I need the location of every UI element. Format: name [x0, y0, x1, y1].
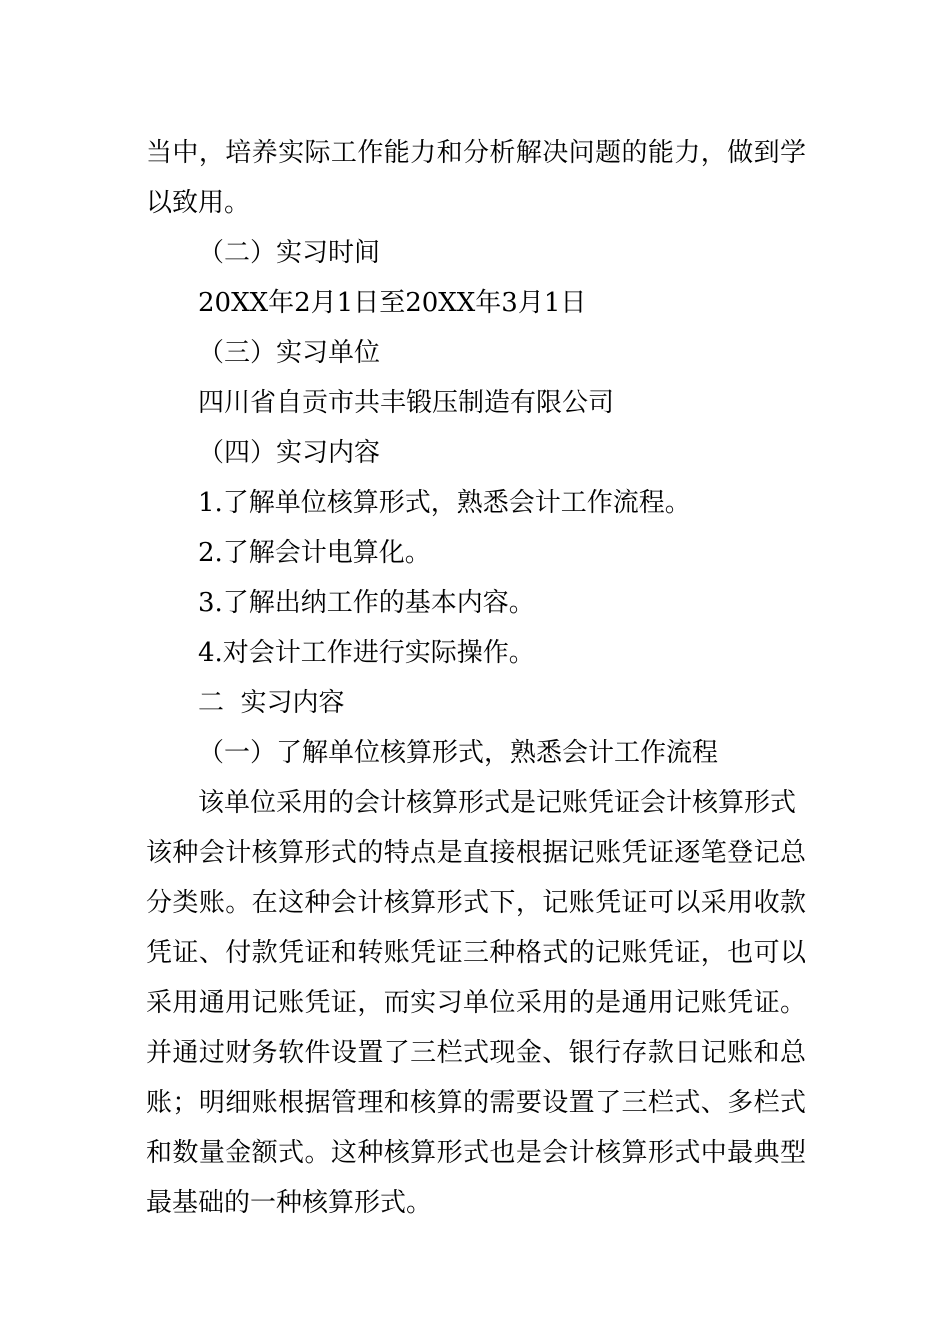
paragraph-first-line: 该单位采用的会计核算形式是记账凭证会计核算形式 — [198, 788, 797, 818]
text-line: 20XX年2月1日至20XX年3月1日 — [198, 288, 587, 318]
text-line — [146, 928, 806, 978]
text-line-content: 和数量金额式。这种核算形式也是会计核算形式中最典型 — [146, 1138, 806, 1168]
text-line: 最基础的一种核算形式。 — [146, 1188, 433, 1218]
text-line — [146, 828, 806, 878]
text-line — [146, 1028, 806, 1078]
section-heading: （三）实习单位 — [198, 338, 381, 368]
text-line — [146, 128, 806, 178]
text-line-content: 账；明细账根据管理和核算的需要设置了三栏式、多栏式 — [146, 1088, 806, 1118]
list-item: 3.了解出纳工作的基本内容。 — [198, 588, 535, 618]
text-line — [146, 1078, 806, 1128]
text-line-content: 采用通用记账凭证，而实习单位采用的是通用记账凭证。 — [146, 988, 806, 1018]
text-line-content: 凭证、付款凭证和转账凭证三种格式的记账凭证，也可以 — [146, 938, 806, 968]
section-heading: （四）实习内容 — [198, 438, 381, 468]
document-page — [146, 128, 806, 1228]
section-heading: （二）实习时间 — [198, 238, 381, 268]
list-item: 1.了解单位核算形式，熟悉会计工作流程。 — [198, 488, 691, 518]
text-line-content: 该种会计核算形式的特点是直接根据记账凭证逐笔登记总 — [146, 838, 806, 868]
list-item: 4.对会计工作进行实际操作。 — [198, 638, 535, 668]
list-item: 2.了解会计电算化。 — [198, 538, 431, 568]
text-line: 四川省自贡市共丰锻压制造有限公司 — [198, 388, 615, 418]
text-line — [146, 1128, 806, 1178]
text-line-content: 当中，培养实际工作能力和分析解决问题的能力，做到学 — [146, 138, 806, 168]
text-line: 以致用。 — [146, 188, 251, 218]
text-line-content: 分类账。在这种会计核算形式下，记账凭证可以采用收款 — [146, 888, 806, 918]
text-line — [146, 978, 806, 1028]
section-heading: （一）了解单位核算形式，熟悉会计工作流程 — [198, 738, 719, 768]
text-line-content: 并通过财务软件设置了三栏式现金、银行存款日记账和总 — [146, 1038, 806, 1068]
text-line — [146, 878, 806, 928]
chapter-heading: 二 实习内容 — [198, 688, 345, 718]
